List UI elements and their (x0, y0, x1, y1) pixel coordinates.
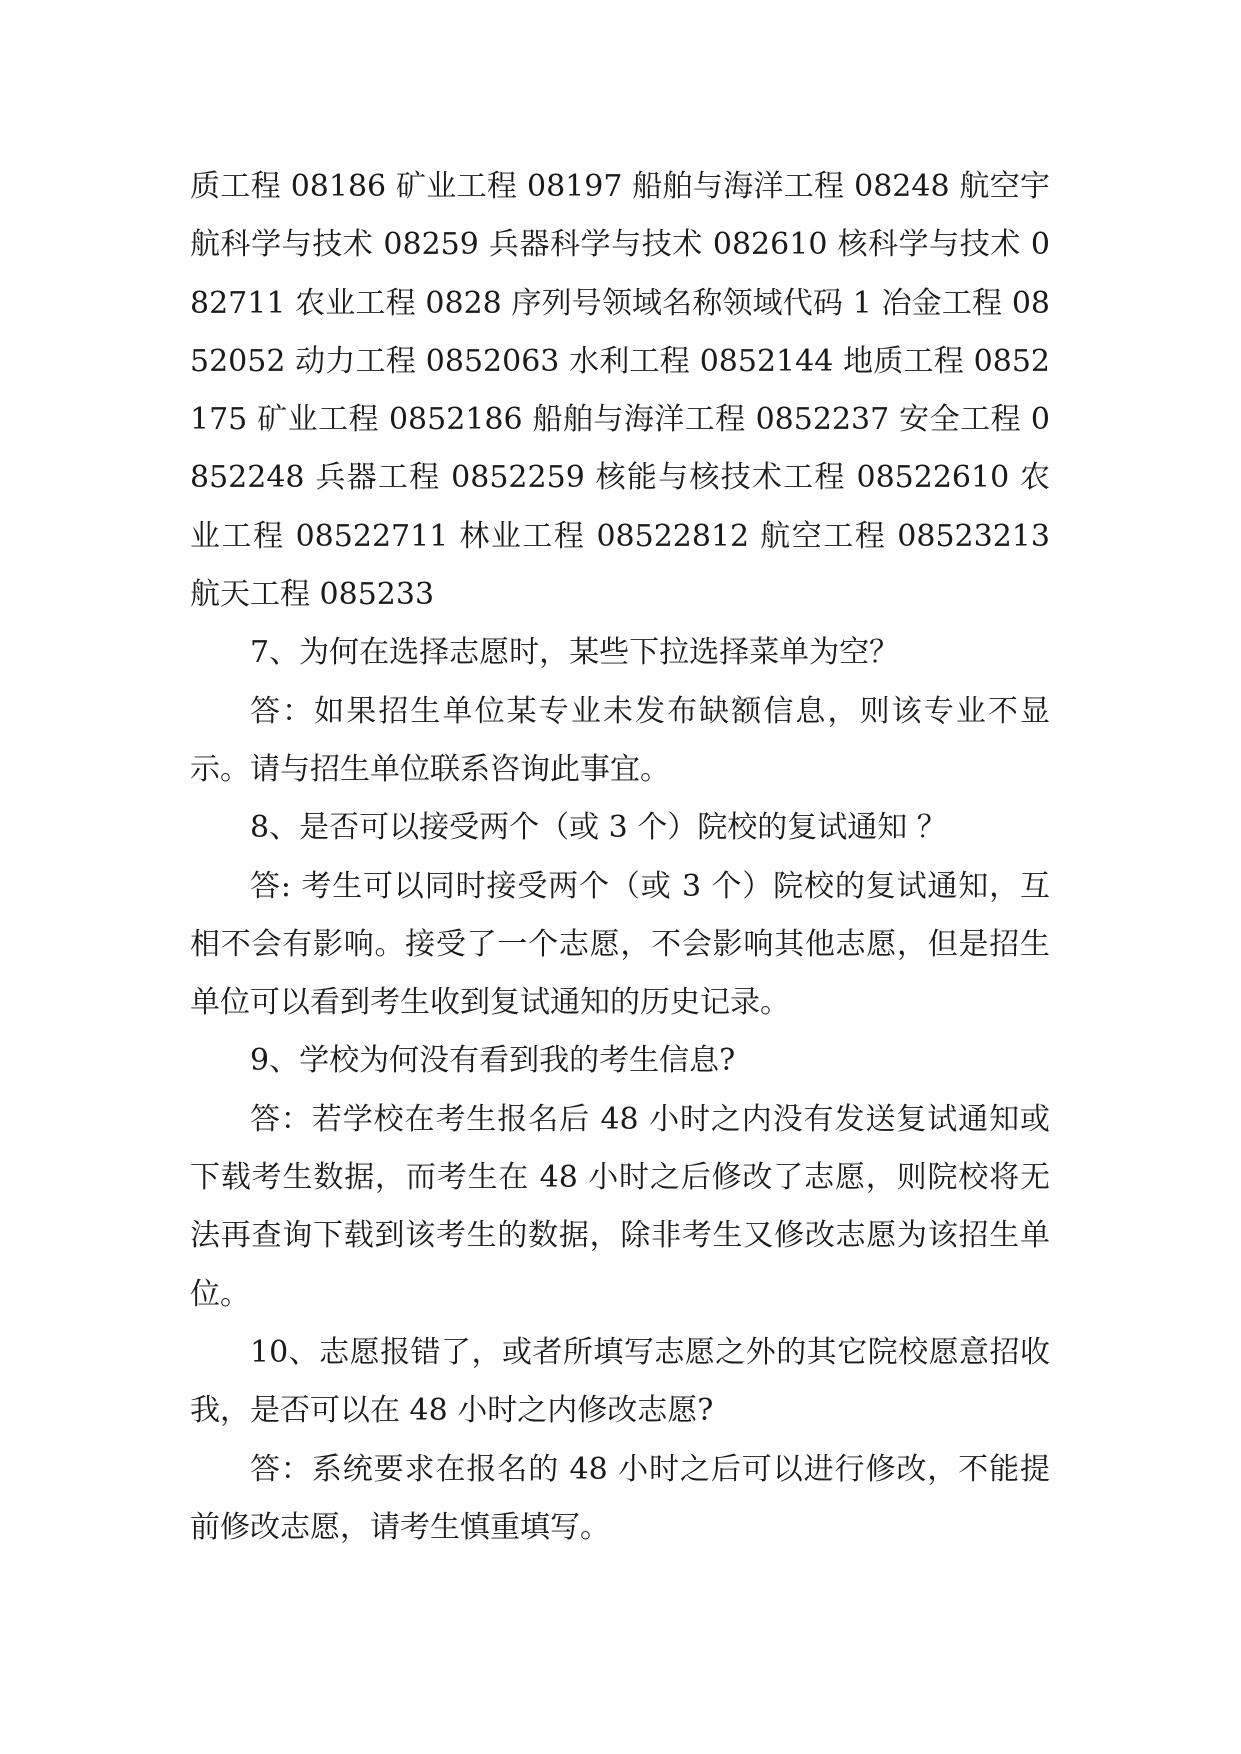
major-code-list-paragraph: 质工程 08186 矿业工程 08197 船舶与海洋工程 08248 航空宇航科学与技术 08259 兵器科学与技术 082610 核科学与技术 082711 农业工程 0828 序列号领域名称领域代码 1 冶金工程 0852052 动力工程 0852063 水利工程 0852144 地质工程 0852175 矿业工程 0852186 船舶与海洋工程 0852237 安全工程 0852248 兵器工程 0852259 核能与核技术工程 08522610 农业工程 08522711 林业工程 08522812 航空工程 08523213 航天工程 085233 (190, 169, 1050, 613)
answer-10: 答：系统要求在报名的 48 小时之后可以进行修改，不能提前修改志愿，请考生慎重填写。 (190, 1451, 1050, 1545)
answer-7: 答：如果招生单位某专业未发布缺额信息，则该专业不显示。请与招生单位联系咨询此事宜。 (190, 693, 1050, 787)
document-body (190, 158, 1050, 1557)
question-10: 10、志愿报错了，或者所填写志愿之外的其它院校愿意招收我，是否可以在 48 小时之内修改志愿? (190, 1334, 1050, 1429)
answer-9: 答：若学校在考生报名后 48 小时之内没有发送复试通知或下载考生数据，而考生在 48 小时之后修改了志愿，则院校将无法再查询下载到该考生的数据，除非考生又修改志愿为该招生单位。 (190, 1101, 1050, 1312)
question-9: 9、学校为何没有看到我的考生信息? (250, 1043, 736, 1079)
question-8: 8、是否可以接受两个（或 3 个）院校的复试通知 ？ (250, 810, 947, 846)
answer-8: 答: 考生可以同时接受两个（或 3 个）院校的复试通知，互相不会有影响。接受了一个志愿，不会影响其他志愿，但是招生单位可以看到考生收到复试通知的历史记录。 (190, 868, 1050, 1021)
question-7: 7、为何在选择志愿时，某些下拉选择菜单为空？ (250, 635, 900, 671)
